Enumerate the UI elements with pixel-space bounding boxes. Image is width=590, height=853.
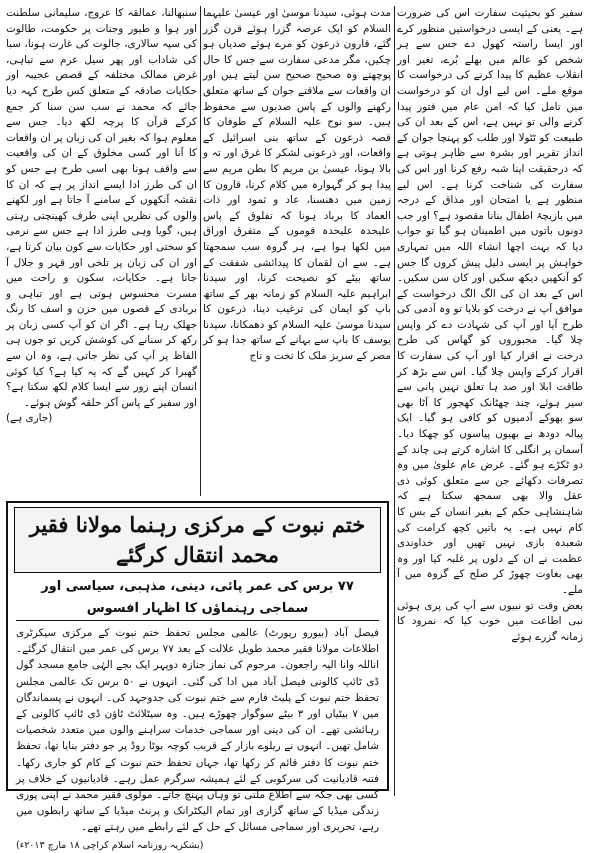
news-subheadline: ۷۷ برس کی عمر پائی، دینی، مذہبی، سیاسی اور سماجی رہنماؤں کا اظہار افسوس	[16, 576, 379, 621]
article-paragraph: بعض وقت تو نبیوں سے آپ کی پری ہوئی نبی اطاعت میں خوب کیا کہ نمرود کا زمانہ گزرے ہوئے	[397, 599, 583, 643]
continued-marker: (جاری ہے)	[6, 412, 53, 425]
news-body: فیصل آباد (بیورو رپورٹ) عالمی مجلس تحفظ ختم نبوت کے مرکزی سیکرٹری اطلاعات مولانا فقیر محمد طویل علالت کے بعد ۷۷ برس کی عمر میں انتقال کرگئے۔ اناللہ وانا الیہ راجعون۔ مرحوم کی نماز جنازہ دوپہر ایک بجے الہٰی جامع مسجد گول ڈی ٹائپ کالونی فیصل آباد میں ادا کی گئی۔ انہوں نے ۵۰ برس تک عالمی مجلس تحفظ ختم نبوت کے پلیٹ فارم سے ختم نبوت کی جدوجہد کی۔ انہوں نے پسماندگان میں ۷ بیٹیاں اور ۳ بیٹے سوگوار چھوڑے ہیں۔ وہ سیٹلائٹ ٹاؤن ڈی ٹائپ کالونی کے رہائشی تھے۔ ان کی دینی اور سماجی خدمات سراہنے والوں میں متعدد شخصیات شامل تھیں۔ انہوں نے ریلوے بازار کے قریب کوچہ بوٹا روڈ پر جو دفتر بنایا تھا، تحفظ ختم نبوت کا دفتر قائم کر رکھا تھا، جہاں تحفظ ختم نبوت کے کام کو جاری رکھا۔ فتنہ قادیانیت کی سرکوبی کے لئے ہمیشہ سرگرم عمل رہے۔ قادیانیوں کے خلاف پر کسی بھی جگہ سے اطلاع ملتی تو وہاں پہنچ جاتے۔ مولوی فقیر محمد نے اپنی پوری زندگی میڈیا کے ساتھ گزاری اور تمام الیکٹرانک و پرنٹ میڈیا کے ساتھ رابطوں میں رہے، تحریری اور سماجی مسائل کے حل کے لئے رابطے میں رہتے تھے۔	[16, 627, 380, 834]
news-credit: (بشکریہ روزنامہ اسلام کراچی ۱۸ مارچ ۲۰۱۳ء)	[16, 839, 204, 851]
article-paragraph: سنبھالنا، عمالقہ کا عروج، سلیمانی سلطنت اور ہوا و طیور وجنات پر حکومت، طالوت کی سپہ سالاری، جالوت کی غارت ہونا، سبا کی شاداب اور پھر سیل عرم سے تباہی، غرض ممالک مختلفہ کے قصص عجیبہ اور حکایات صادقہ کے متعلق کس طرح کہہ دیا جائے کہ محمد نے سب سن سنا کر جمع کرکے قرآن کا پرچہ لکھ دیا۔ جس سے معلوم ہوا کہ بغیر ان کی زبان پر ان واقعات کا آنا اور کسی مخلوق کے ان کی واقعیت سے واقف ہونا بھی اسی طرح ہے جس کو ان کی طرز ادا ایسے انداز پر ہے کہ ان کا نقشہ آنکھوں کے سامنے آ جاتا ہے اور لکھنے والوں کی نظریں اپنی طرف کھینچتی رہتی ہیں، گویا وہی طرز ادا ہے جس سے نرمی کو سختی اور حکایات سے کون بیان کرتا ہے، اور ان کی زبان پر تلخی اور قہر و جلال آ جاتا ہے۔ حکایات، سکون و راحت میں مسرت محسوس ہوتی ہے اور تباہی و بربادی کے قصوں میں حزن و اسف کا رنگ جھلک رہا ہے۔ اگر ان کو آپ کسی زبان پر رکھ کر سنانے کی کوشش کریں تو جوں ہی الفاظ پر آپ کی نظر جاتی ہے، وہ ان سے گھبرا کر کہیں گے کہ یہ کیا ہے؟ کیا کوئی انسان اپنے زور سے ایسا کلام لکھ سکتا ہے؟ اور سفیر کے پاس آکر حلقہ گوش ہوئے۔	[6, 7, 197, 409]
article-column-right	[397, 6, 583, 796]
article-paragraph: سفیر کو بحیثیت سفارت اس کی ضرورت ہے۔ یعنی کے ایسی درخواستیں منظور کرے اور ایسا راستہ کھول دے جس سے ہر شخص کو عالم میں بھلے بُرے، تغیر اور انقلاب عظیم کا پیدا کرنے کی درخواست کا موقع ملے۔ اس لیے اول ان کو درخواست میں تامل کیا کہ امن عام میں فتور پیدا کرنے والی تو نہیں ہے، اس کے بعد ان کی طبیعت کو ٹٹولا اور طلب کو پہنچا جوان کے انداز تقریر اور بشرہ سے ظاہر ہوتی ہے کہ درحقیقت اپنا شبہ رفع کرنا اور اس کی سفارت کی شناخت کرنا ہے۔ اس لیے منظور ہے یا امتحان اور مذاق کے درجہ میں بازیچۂ اطفال بنانا مقصود ہے؟ اور جب دونوں باتوں میں اطمینان ہو گیا تو جواب دیا کہ بہت اچھا انشاء اللہ میں تمہاری خواہش پر ایسی دلیل پیش کروں گا جس کو آنکھیں دیکھ سکیں اور کان سن سکیں۔ اس کے بعد ان کی الگ الگ درخواست کے موافق آپ نے درخت کو بلایا تو وہ آدمی کی طرح آیا اور آپ کی شہادت دے کر واپس چلا گیا۔ مجبوروں کو گھاس کی طرح درخت نے اقرار کیا اور آپ کی سفارت کا اقرار کرکے واپس چلا گیا۔ اس سے بڑھ کر طاقت ابلا اور صد ہا تعلق نہیں پانی سے سیر ہوئے، چند چھٹانک کھجور کا آٹا بھی سو بھوکے آدمیوں کو کافی ہو گیا۔ ایک پیالہ دودھ نے بھیوں پیاسوں کو چھکا دیا۔ آسمان پر انگلی کا اشارہ کرتے ہی چاند کے دو ٹکڑے ہو گئے۔ غرض عام علویٰ میں وہ تصرفات دکھائے جن سے متعلق کوئی ذی عقل والا بھی سمجھ سکتا ہے کہ شاہنشاہی حکم کے بغیر انسان کے بس کا کام نہیں ہے۔ یہ باتیں کچھ کرامت کی شعبدہ بازی نہیں تھیں اور خداوندی عظمت نے ان کے دلوں پر غلبہ کیا اور وہ بھی بغاوت چھوڑ کر صلح کے گروہ میں آ ملے۔	[397, 7, 583, 596]
column-divider	[200, 6, 201, 496]
news-box	[6, 501, 389, 851]
article-column-middle	[203, 6, 391, 502]
article-column-left	[6, 6, 197, 502]
news-headline: ختم نبوت کے مرکزی رہنما مولانا فقیر محمد انتقال کرگئے	[14, 507, 381, 573]
column-divider	[394, 6, 395, 796]
article-paragraph: مدت ہوئی، سیدنا موسیٰ اور عیسیٰ علیہما السلام کو ایک عرصہ گزرا ہوئے قرن گزر گئے، قارون ذرعون کو مرے ہوئے صدیاں ہو چکیں، مگر مدعی سفارت سے جس کا حال پوچھتے وہ صحیح صحیح سن لیتے ہیں اور ان واقعات سے ملاقتے جوان کے ساتھ متعلق رکھنے والوں کے پاس صدیوں سے محفوظ ہیں۔ سو نوح علیہ السلام کے طوفان کا قصہ ذرعون کے ساتھ بنی اسرائیل کے واقعات، اور ذرعونی لشکر کا غرق اور تہ و بالا ہونا، عیسیٰ بن مریم کا بطن مریم سے پیدا ہو کر گہوارہ میں کلام کرنا، قارون کا زمین میں دھنسنا، عاد و ثمود اور ذات العماد کا برباد ہونا کہ تفلوق کے پاس علیحدہ علیحدہ قوموں کے متفرق اوراق میں لکھا ہوا ہے، ہر گروہ سب سمجھتا ہے۔ سے ان لقمان کا پیدائشی شفقت کے ساتھ بیٹے کو نصیحت کرنا، اور سیدنا ابراہیم علیہ السلام کو زمانہ بھر کے ساتھ باپ کو ایمان کی ترغیب دینا، ذرعون کا سیدنا موسیٰ علیہ السلام کو دھمکانا، سیدنا یوسف کا باپ سے بہانے کے ساتھ جدا ہو کر مصر کے سربز ملک کا تخت و تاج	[203, 7, 391, 363]
